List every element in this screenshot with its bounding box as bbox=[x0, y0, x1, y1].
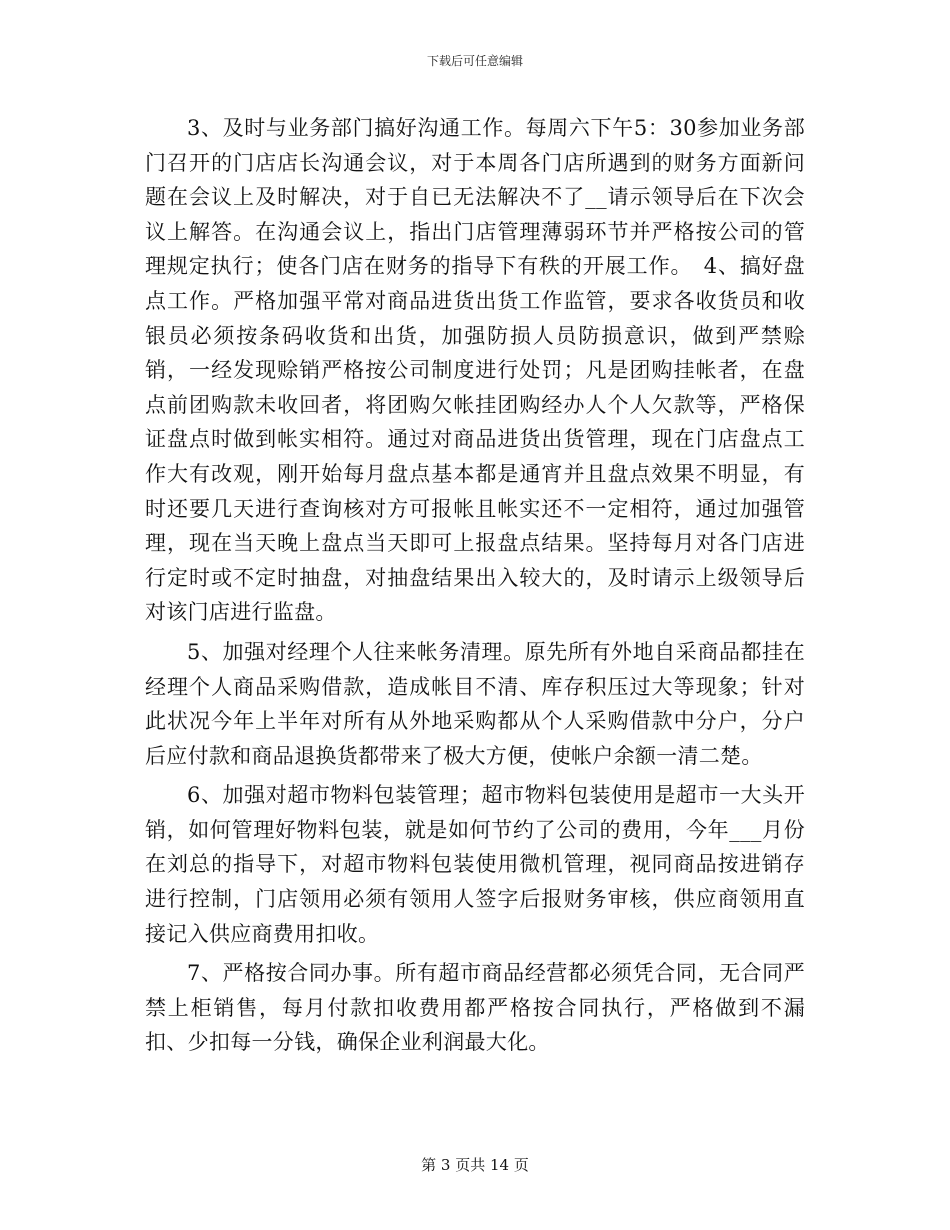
paragraph-6: 6、加强对超市物料包装管理；超市物料包装使用是超市一大头开销，如何管理好物料包装，就是如何节约了公司的费用，今年___月份在刘总的指导下，对超市物料包装使用微机管理，视同商品按进销存进行控制，门店领用必须有领用人签字后报财务审核，供应商领用直接记入供应商费用扣收。 bbox=[145, 783, 805, 946]
paragraph-7: 7、严格按合同办事。所有超市商品经营都必须凭合同，无合同严禁上柜销售，每月付款扣收费用都严格按合同执行，严格做到不漏扣、少扣每一分钱，确保企业利润最大化。 bbox=[145, 961, 805, 1055]
page-number: 第 3 页共 14 页 bbox=[421, 1156, 529, 1174]
header-note: 下载后可任意编辑 bbox=[426, 54, 523, 68]
paragraph-3-4: 3、及时与业务部门搞好沟通工作。每周六下午5：30参加业务部门召开的门店店长沟通会议，对于本周各门店所遇到的财务方面新问题在会议上及时解决，对于自已无法解决不了__请示领导后在下次会议上解答。在沟通会议上，指出门店管理薄弱环节并严格按公司的管理规定执行；使各门店在财务的指导下有秩的开展工作。 4、搞好盘点工作。严格加强平常对商品进货出货工作监管，要求各收货员和收银员必须按条码收货和出货，加强防损人员防损意识，做到严禁赊销，一经发现赊销严格按公司制度进行处罚；凡是团购挂帐者，在盘点前团购款未收回者，将团购欠帐挂团购经办人个人欠款等，严格保证盘点时做到帐实相符。通过对商品进货出货管理，现在门店盘点工作大有改观，刚开始每月盘点基本都是通宵并且盘点效果不明显，有时还要几天进行查询核对方可报帐且帐实还不一定相符，通过加强管理，现在当天晚上盘点当天即可上报盘点结果。坚持每月对各门店进行定时或不定时抽盘，对抽盘结果出入较大的，及时请示上级领导后对该门店进行监盘。 bbox=[145, 116, 805, 625]
document-body bbox=[145, 111, 805, 1065]
paragraph-5: 5、加强对经理个人往来帐务清理。原先所有外地自采商品都挂在经理个人商品采购借款，造成帐目不清、库存积压过大等现象；针对此状况今年上半年对所有从外地采购都从个人采购借款中分户，分户后应付款和商品退换货都带来了极大方便，使帐户余额一清二楚。 bbox=[145, 639, 805, 768]
